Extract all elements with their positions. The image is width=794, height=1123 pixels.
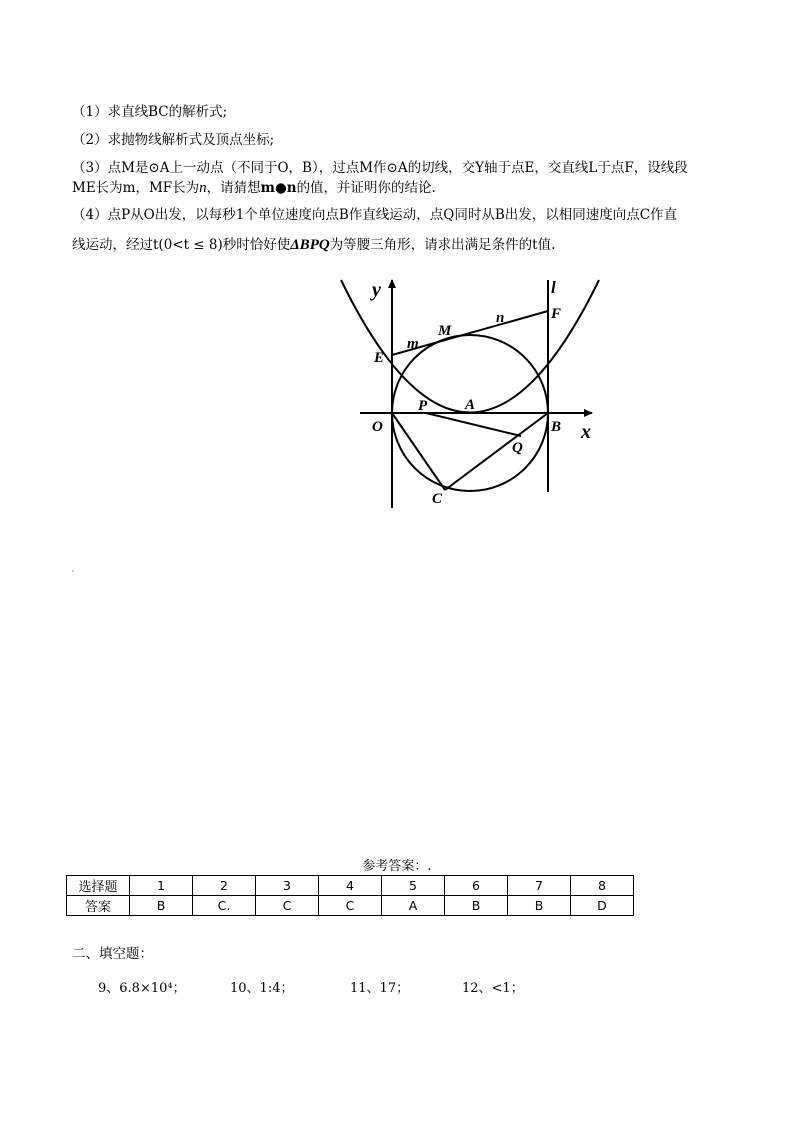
fill-in-item-11: 11、17； <box>350 981 410 996</box>
question-4-line-1: （4）点P从O出发，以每秒1个单位速度向点B作直线运动，点Q同时从B出发，以相同速度向点C作直 <box>72 207 678 223</box>
fill-in-item-10: 10、1:4； <box>230 981 294 996</box>
question-2: （2）求抛物线解析式及顶点坐标; <box>72 132 275 148</box>
answer-table <box>66 875 634 916</box>
label-F: F <box>551 306 562 322</box>
label-Q: Q <box>512 440 523 456</box>
q3-variable-n: n <box>199 180 207 196</box>
question-number: 4 <box>319 876 382 896</box>
answer-title: 参考答案：. <box>362 859 432 874</box>
question-number: 5 <box>382 876 445 896</box>
label-l: l <box>551 278 556 297</box>
answer-value: A <box>382 896 445 916</box>
answer-value: B <box>508 896 571 916</box>
q4-triangle: ΔBPQ <box>290 237 330 253</box>
answer-value: C <box>256 896 319 916</box>
question-3-line-1: （3）点M是⊙A上一动点（不同于O，B），过点M作⊙A的切线，交Y轴于点E，交直线L于点F，设线段 <box>72 160 688 176</box>
label-m: m <box>407 336 419 352</box>
answer-value: C <box>319 896 382 916</box>
q3-text-2: ，请猜想 <box>206 180 261 196</box>
table-row <box>67 876 634 896</box>
question-number: 2 <box>193 876 256 896</box>
row-head-choice: 选择题 <box>67 876 130 896</box>
label-C: C <box>432 491 443 507</box>
label-A: A <box>465 397 476 413</box>
speck <box>72 570 74 572</box>
geometry-figure <box>0 0 794 520</box>
answer-value: C. <box>193 896 256 916</box>
question-number: 3 <box>256 876 319 896</box>
q4-text-2: 为等腰三角形，请求出满足条件的t值. <box>329 237 556 253</box>
q3-text-1: ME长为m，MF长为 <box>72 180 200 196</box>
label-n: n <box>496 310 505 326</box>
label-x: x <box>581 421 591 443</box>
label-B: B <box>551 419 562 435</box>
question-number: 1 <box>130 876 193 896</box>
answer-value: B <box>445 896 508 916</box>
q3-text-3: 的值，并证明你的结论. <box>296 180 436 196</box>
segment-PQ <box>426 413 521 436</box>
answer-value: D <box>571 896 634 916</box>
fill-in-item-9: 9、6.8×10⁴； <box>98 981 186 996</box>
question-number: 8 <box>571 876 634 896</box>
question-number: 6 <box>445 876 508 896</box>
label-P: P <box>418 398 428 414</box>
table-row <box>67 896 634 916</box>
fill-in-item-12: 12、<1； <box>462 981 524 996</box>
question-1: （1）求直线BC的解析式; <box>72 104 228 120</box>
q3-expression: m●n <box>260 180 297 196</box>
label-E: E <box>374 350 385 366</box>
question-number: 7 <box>508 876 571 896</box>
row-head-answer: 答案 <box>67 896 130 916</box>
label-M: M <box>438 323 452 339</box>
segment-OC <box>392 413 445 490</box>
segment-BC <box>445 413 548 490</box>
label-y: y <box>372 279 381 301</box>
fill-in-heading: 二、填空题： <box>72 946 153 962</box>
label-O: O <box>372 419 383 435</box>
q4-text-1: 线运动，经过t(0<t ≤ 8)秒时恰好使 <box>72 237 291 253</box>
answer-value: B <box>130 896 193 916</box>
